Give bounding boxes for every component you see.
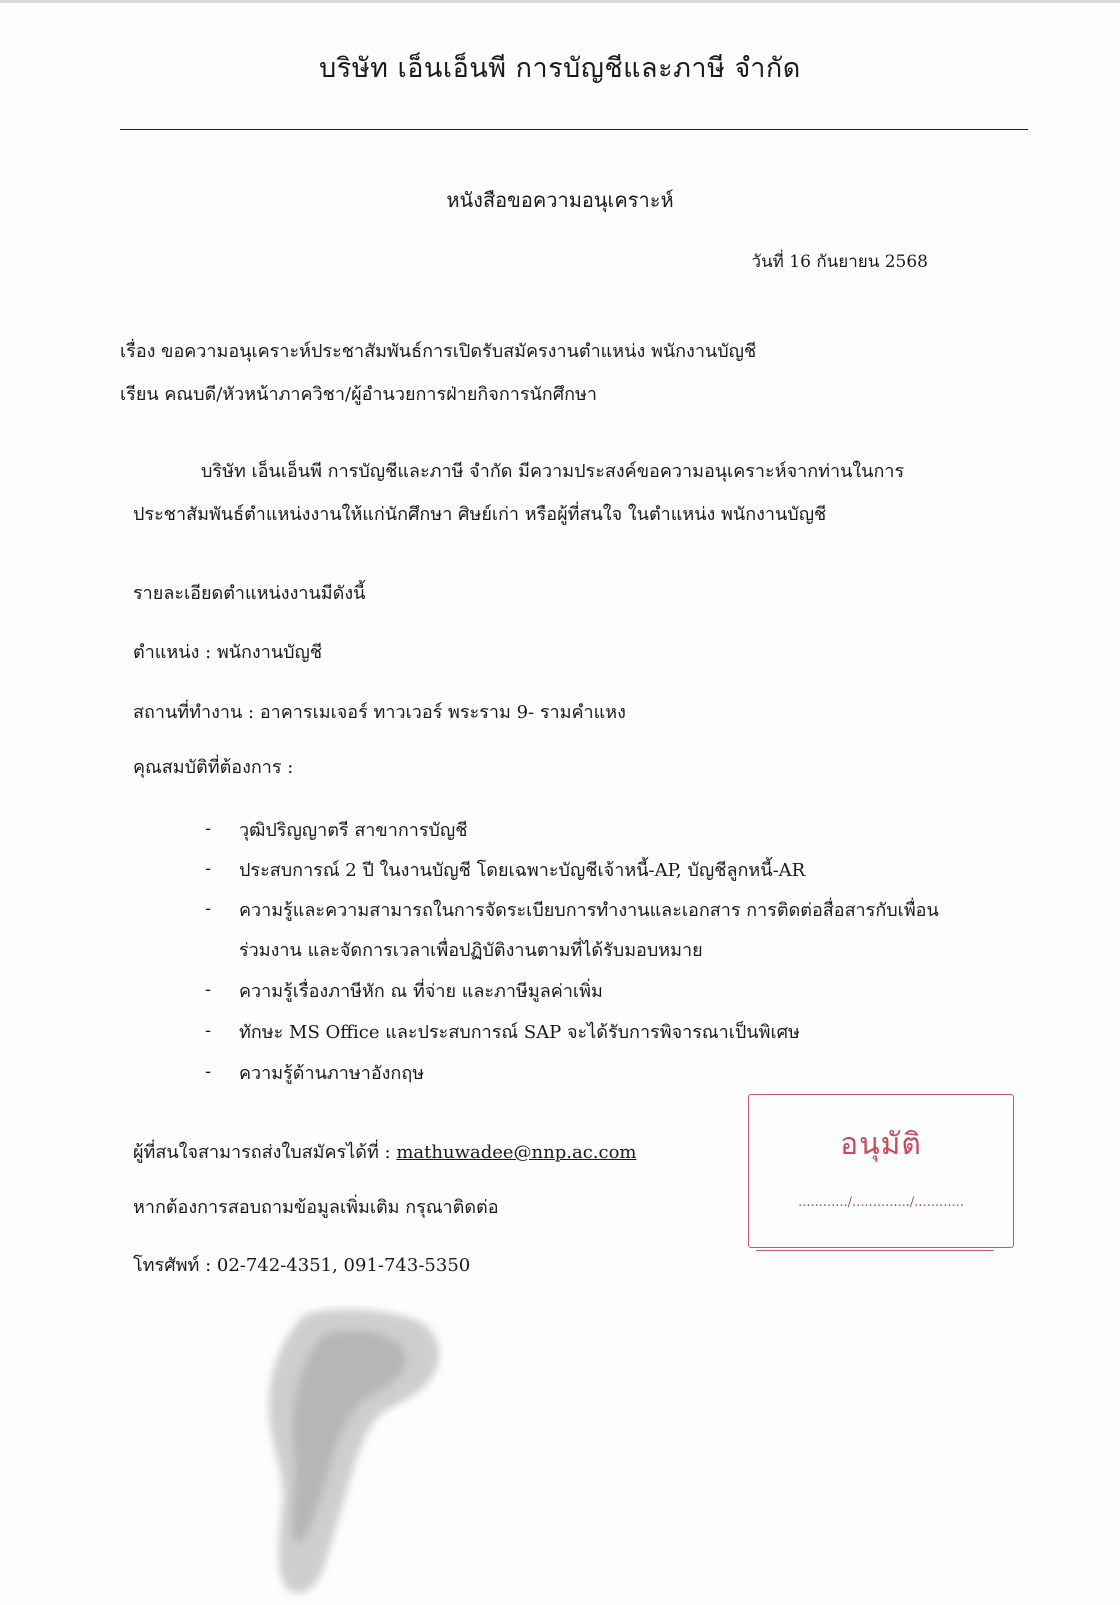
subject-line: เรื่อง ขอความอนุเคราะห์ประชาสัมพันธ์การเปิดรับสมัครงานตำแหน่ง พนักงานบัญชี [120, 341, 757, 362]
qualification-item: ทักษะ MS Office และประสบการณ์ SAP จะได้รับการพิจารณาเป็นพิเศษ [239, 1022, 800, 1043]
document-date: วันที่ 16 กันยายน 2568 [751, 252, 928, 272]
details-heading: รายละเอียดตำแหน่งงานมีดังนี้ [133, 583, 366, 604]
apply-line [133, 1137, 636, 1166]
recipient-line: เรียน คณบดี/หัวหน้าภาควิชา/ผู้อำนวยการฝ่ายกิจการนักศึกษา [120, 384, 597, 405]
header-divider [120, 129, 1028, 130]
apply-email-link[interactable]: mathuwadee@nnp.ac.com [396, 1142, 637, 1163]
phone-line: โทรศัพท์ : 02-742-4351, 091-743-5350 [133, 1255, 471, 1276]
bullet-dash: - [205, 1020, 212, 1041]
qualification-item: ประสบการณ์ 2 ปี ในงานบัญชี โดยเฉพาะบัญชีเจ้าหนี้-AP, บัญชีลูกหนี้-AR [239, 860, 806, 881]
apply-label: ผู้ที่สนใจสามารถส่งใบสมัครได้ที่ : [133, 1142, 397, 1163]
bullet-dash: - [205, 818, 212, 839]
qualification-item: วุฒิปริญญาตรี สาขาการบัญชี [239, 820, 468, 841]
bullet-dash: - [205, 1061, 212, 1082]
stamp-underline [756, 1250, 994, 1251]
workplace-line: สถานที่ทำงาน : อาคารเมเจอร์ ทาวเวอร์ พระราม 9- รามคำแหง [133, 702, 626, 723]
body-paragraph-line-2: ประชาสัมพันธ์ตำแหน่งงานให้แก่นักศึกษา ศิษย์เก่า หรือผู้ที่สนใจ ในตำแหน่ง พนักงานบัญชี [133, 504, 827, 525]
bullet-dash: - [205, 898, 212, 919]
scan-smudge [264, 1305, 444, 1605]
position-line: ตำแหน่ง : พนักงานบัญชี [133, 642, 323, 663]
company-name: บริษัท เอ็นเอ็นพี การบัญชีและภาษี จำกัด [319, 53, 801, 84]
qualification-item: ความรู้เรื่องภาษีหัก ณ ที่จ่าย และภาษีมูลค่าเพิ่ม [239, 981, 603, 1002]
stamp-date-blank: ............/............../............ [798, 1195, 964, 1210]
contact-line: หากต้องการสอบถามข้อมูลเพิ่มเติม กรุณาติดต่อ [133, 1197, 499, 1218]
approval-stamp [748, 1094, 1014, 1248]
qualifications-heading: คุณสมบัติที่ต้องการ : [133, 757, 294, 778]
qualification-item-continued: ร่วมงาน และจัดการเวลาเพื่อปฏิบัติงานตามที่ได้รับมอบหมาย [239, 940, 703, 961]
bullet-dash: - [205, 979, 212, 1000]
body-paragraph-line-1: บริษัท เอ็นเอ็นพี การบัญชีและภาษี จำกัด มีความประสงค์ขอความอนุเคราะห์จากท่านในการ [201, 461, 905, 482]
document-title: หนังสือขอความอนุเคราะห์ [446, 188, 674, 212]
bullet-dash: - [205, 858, 212, 879]
qualification-item: ความรู้และความสามารถในการจัดระเบียบการทำงานและเอกสาร การติดต่อสื่อสารกับเพื่อน [239, 900, 939, 921]
qualification-item: ความรู้ด้านภาษาอังกฤษ [239, 1063, 425, 1084]
stamp-approved-text: อนุมัติ [840, 1127, 922, 1162]
scan-top-edge [0, 0, 1120, 3]
